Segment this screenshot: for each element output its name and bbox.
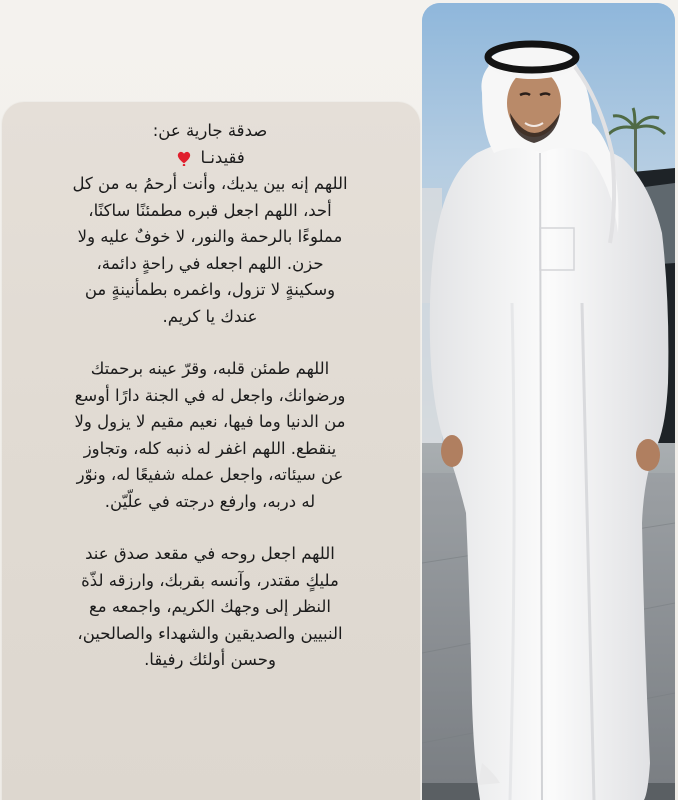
paragraph-line: عن سيئاته، واجعل عمله شفيعًا له، ونوّر (76, 465, 344, 484)
paragraph-line: اللهم إنه بين يديك، وأنت أرحمُ به من كل (72, 174, 348, 193)
paragraph-line: النظر إلى وجهك الكريم، واجمعه مع (89, 597, 331, 616)
paragraph-line: من الدنيا وما فيها، نعيم مقيم لا يزول ولا (74, 412, 346, 431)
paragraph-3 (20, 541, 400, 674)
paragraph-line: له دربه، وارفع درجته في علّيّن. (104, 491, 316, 511)
left-hand (441, 435, 463, 467)
paragraph-line: ورضوانك، واجعل له في الجنة دارًا أوسع (74, 385, 346, 405)
heading-deceased-label: فقيدنـا (200, 147, 245, 167)
paragraph-line: حزن. اللهم اجعله في راحةٍ دائمة، (96, 253, 324, 273)
paragraph-line: النبيين والصديقين والشهداء والصالحين، (77, 623, 343, 643)
paragraph-line: اللهم طمئن قلبه، وقرّ عينه برحمتك (90, 359, 330, 378)
heading-line-1: صدقة جارية عن: (152, 121, 268, 140)
paragraph-1 (20, 171, 400, 330)
paragraph-line: مملوءًا بالرحمة والنور، لا خوفٌ عليه ولا (77, 227, 343, 246)
right-hand (636, 439, 660, 471)
paragraph-line: ينقطع. اللهم اغفر له ذنبه كله، وتجاوز (83, 438, 337, 458)
text-card (2, 102, 420, 800)
dua-text (20, 118, 400, 700)
heading (20, 118, 400, 171)
heading-line-2 (20, 145, 400, 172)
paragraph-line: مليكٍ مقتدر، وآنسه بقربك، وارزقه لذّة (81, 570, 339, 590)
portrait-illustration (422, 3, 675, 800)
portrait-photo (422, 3, 675, 800)
heart-exclamation-icon (175, 148, 193, 166)
paragraph-line: أحد، اللهم اجعل قبره مطمئنًا ساكنًا، (88, 200, 332, 220)
paragraph-line: وسكينةٍ لا تزول، واغمره بطمأنينةٍ من (84, 280, 336, 299)
paragraph-line: اللهم اجعل روحه في مقعد صدق عند (85, 544, 335, 563)
paragraph-line: وحسن أولئك رفيقا. (144, 650, 276, 669)
paragraph-2 (20, 356, 400, 515)
paragraph-line: عندك يا كريم. (162, 306, 258, 326)
